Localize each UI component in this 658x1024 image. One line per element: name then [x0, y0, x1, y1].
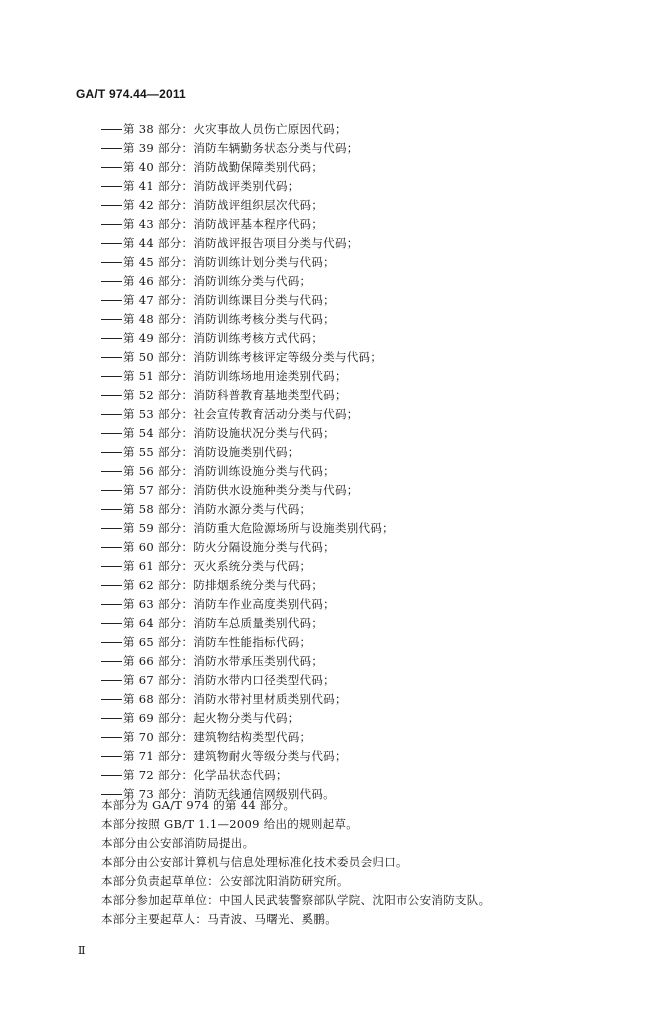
part-separator: ：: [181, 179, 194, 193]
part-separator: ：: [181, 217, 194, 231]
em-dash-marker: [101, 585, 122, 586]
part-separator: ：: [181, 730, 194, 744]
em-dash-marker: [101, 414, 122, 415]
em-dash-marker: [101, 452, 122, 453]
part-list-item: [101, 120, 394, 139]
part-label: 第 61 部分: [123, 559, 182, 573]
em-dash-marker: [101, 395, 122, 396]
em-dash-marker: [101, 737, 122, 738]
part-separator: ：: [181, 711, 194, 725]
part-title: 消防训练分类与代码；: [193, 274, 312, 288]
em-dash-marker: [101, 528, 122, 529]
part-separator: ：: [181, 787, 194, 801]
part-label: 第 63 部分: [123, 597, 182, 611]
part-separator: ：: [181, 578, 194, 592]
em-dash-marker: [101, 699, 122, 700]
part-list-item: [101, 652, 394, 671]
foreword-statement: 本部分为 GA/T 974 的第 44 部分。: [101, 798, 296, 812]
part-separator: ：: [181, 236, 194, 250]
foreword-statements: [101, 796, 490, 929]
foreword-statement: 本部分由公安部计算机与信息处理标准化技术委员会归口。: [101, 855, 408, 869]
part-label: 第 72 部分: [123, 768, 182, 782]
em-dash-marker: [101, 148, 122, 149]
part-list-item: [101, 329, 394, 348]
part-list-item: [101, 443, 394, 462]
part-list-item: [101, 253, 394, 272]
part-list-item: [101, 348, 394, 367]
part-title: 起火物分类与代码；: [193, 711, 300, 725]
part-list-item: [101, 215, 394, 234]
part-separator: ：: [181, 293, 194, 307]
part-title: 火灾事故人员伤亡原因代码；: [193, 122, 347, 136]
part-list-item: [101, 291, 394, 310]
part-label: 第 62 部分: [123, 578, 182, 592]
foreword-statement: 本部分由公安部消防局提出。: [101, 836, 255, 850]
foreword-statement: 本部分按照 GB/T 1.1—2009 给出的规则起草。: [101, 817, 359, 831]
part-list-item: [101, 386, 394, 405]
part-list-item: [101, 367, 394, 386]
em-dash-marker: [101, 129, 122, 130]
part-title: 消防水带承压类别代码；: [193, 654, 324, 668]
part-list-item: [101, 158, 394, 177]
part-title: 消防训练设施分类与代码；: [193, 464, 335, 478]
part-list-item: [101, 709, 394, 728]
part-title: 社会宣传教育活动分类与代码；: [193, 407, 359, 421]
em-dash-marker: [101, 262, 122, 263]
part-label: 第 43 部分: [123, 217, 182, 231]
part-title: 消防训练计划分类与代码；: [193, 255, 335, 269]
em-dash-marker: [101, 433, 122, 434]
part-list-item: [101, 576, 394, 595]
part-title: 化学品状态代码；: [193, 768, 288, 782]
part-separator: ：: [181, 521, 194, 535]
part-label: 第 54 部分: [123, 426, 182, 440]
part-separator: ：: [181, 540, 194, 554]
part-label: 第 52 部分: [123, 388, 182, 402]
part-title: 消防战勤保障类别代码；: [193, 160, 324, 174]
foreword-statement: 本部分主要起草人：马青波、马曙光、奚鹏。: [101, 912, 337, 926]
part-list-item: [101, 595, 394, 614]
part-title: 消防车性能指标代码；: [193, 635, 312, 649]
em-dash-marker: [101, 661, 122, 662]
em-dash-marker: [101, 718, 122, 719]
em-dash-marker: [101, 794, 122, 795]
part-label: 第 73 部分: [123, 787, 182, 801]
part-separator: ：: [181, 122, 194, 136]
em-dash-marker: [101, 623, 122, 624]
foreword-statement: 本部分参加起草单位：中国人民武装警察部队学院、沈阳市公安消防支队。: [101, 893, 491, 907]
part-separator: ：: [181, 616, 194, 630]
part-separator: ：: [181, 407, 194, 421]
part-title: 消防训练场地用途类别代码；: [193, 369, 347, 383]
part-label: 第 42 部分: [123, 198, 182, 212]
part-separator: ：: [181, 388, 194, 402]
part-label: 第 58 部分: [123, 502, 182, 516]
part-label: 第 44 部分: [123, 236, 182, 250]
part-separator: ：: [181, 464, 194, 478]
part-separator: ：: [181, 312, 194, 326]
part-label: 第 50 部分: [123, 350, 182, 364]
part-title: 消防训练考核评定等级分类与代码；: [193, 350, 383, 364]
part-title: 消防设施状况分类与代码；: [193, 426, 335, 440]
part-label: 第 64 部分: [123, 616, 182, 630]
part-title: 灭火系统分类与代码；: [193, 559, 312, 573]
em-dash-marker: [101, 509, 122, 510]
part-title: 消防水源分类与代码；: [193, 502, 312, 516]
part-label: 第 70 部分: [123, 730, 182, 744]
part-label: 第 59 部分: [123, 521, 182, 535]
em-dash-marker: [101, 756, 122, 757]
part-list-item: [101, 614, 394, 633]
part-title: 消防无线通信网级别代码。: [193, 787, 335, 801]
part-list-item: [101, 177, 394, 196]
part-label: 第 45 部分: [123, 255, 182, 269]
part-title: 防火分隔设施分类与代码；: [193, 540, 335, 554]
em-dash-marker: [101, 167, 122, 168]
part-separator: ：: [181, 445, 194, 459]
part-title: 消防战评组织层次代码；: [193, 198, 324, 212]
em-dash-marker: [101, 357, 122, 358]
part-label: 第 67 部分: [123, 673, 182, 687]
em-dash-marker: [101, 281, 122, 282]
foreword-statement: 本部分负责起草单位：公安部沈阳消防研究所。: [101, 874, 349, 888]
part-label: 第 39 部分: [123, 141, 182, 155]
em-dash-marker: [101, 604, 122, 605]
parts-list: [101, 120, 394, 804]
part-separator: ：: [181, 426, 194, 440]
part-title: 消防战评报告项目分类与代码；: [193, 236, 359, 250]
part-separator: ：: [181, 749, 194, 763]
part-title: 防排烟系统分类与代码；: [193, 578, 324, 592]
part-title: 建筑物结构类型代码；: [193, 730, 312, 744]
part-label: 第 49 部分: [123, 331, 182, 345]
em-dash-marker: [101, 300, 122, 301]
part-list-item: [101, 557, 394, 576]
part-title: 消防科普教育基地类型代码；: [193, 388, 347, 402]
part-label: 第 71 部分: [123, 749, 182, 763]
em-dash-marker: [101, 376, 122, 377]
em-dash-marker: [101, 319, 122, 320]
part-label: 第 41 部分: [123, 179, 182, 193]
em-dash-marker: [101, 775, 122, 776]
part-title: 消防供水设施种类分类与代码；: [193, 483, 359, 497]
part-separator: ：: [181, 597, 194, 611]
part-label: 第 38 部分: [123, 122, 182, 136]
part-label: 第 40 部分: [123, 160, 182, 174]
em-dash-marker: [101, 547, 122, 548]
em-dash-marker: [101, 680, 122, 681]
part-label: 第 47 部分: [123, 293, 182, 307]
part-separator: ：: [181, 141, 194, 155]
part-title: 消防设施类别代码；: [193, 445, 300, 459]
em-dash-marker: [101, 490, 122, 491]
part-list-item: [101, 747, 394, 766]
em-dash-marker: [101, 566, 122, 567]
part-title: 消防训练考核分类与代码；: [193, 312, 335, 326]
part-separator: ：: [181, 483, 194, 497]
part-label: 第 57 部分: [123, 483, 182, 497]
part-list-item: [101, 234, 394, 253]
part-list-item: [101, 671, 394, 690]
part-label: 第 51 部分: [123, 369, 182, 383]
part-separator: ：: [181, 331, 194, 345]
em-dash-marker: [101, 642, 122, 643]
part-separator: ：: [181, 654, 194, 668]
part-list-item: [101, 690, 394, 709]
standard-number-header: GA/T 974.44—2011: [76, 87, 186, 101]
part-title: 建筑物耐火等级分类与代码；: [193, 749, 347, 763]
part-title: 消防车总质量类别代码；: [193, 616, 324, 630]
part-list-item: [101, 728, 394, 747]
part-title: 消防重大危险源场所与设施类别代码；: [193, 521, 394, 535]
part-list-item: [101, 424, 394, 443]
em-dash-marker: [101, 471, 122, 472]
part-title: 消防车辆勤务状态分类与代码；: [193, 141, 359, 155]
page-number: Ⅱ: [78, 944, 86, 957]
em-dash-marker: [101, 224, 122, 225]
part-separator: ：: [181, 350, 194, 364]
part-list-item: [101, 500, 394, 519]
part-list-item: [101, 481, 394, 500]
part-label: 第 53 部分: [123, 407, 182, 421]
part-separator: ：: [181, 559, 194, 573]
part-list-item: [101, 196, 394, 215]
part-title: 消防水带内口径类型代码；: [193, 673, 335, 687]
part-list-item: [101, 633, 394, 652]
part-separator: ：: [181, 274, 194, 288]
part-separator: ：: [181, 198, 194, 212]
part-title: 消防水带衬里材质类别代码；: [193, 692, 347, 706]
part-label: 第 68 部分: [123, 692, 182, 706]
part-list-item: [101, 405, 394, 424]
part-title: 消防战评类别代码；: [193, 179, 300, 193]
part-label: 第 60 部分: [123, 540, 182, 554]
em-dash-marker: [101, 205, 122, 206]
part-separator: ：: [181, 768, 194, 782]
part-label: 第 55 部分: [123, 445, 182, 459]
part-label: 第 46 部分: [123, 274, 182, 288]
part-list-item: [101, 538, 394, 557]
part-title: 消防训练考核方式代码；: [193, 331, 324, 345]
part-separator: ：: [181, 255, 194, 269]
part-separator: ：: [181, 692, 194, 706]
part-title: 消防战评基本程序代码；: [193, 217, 324, 231]
part-label: 第 65 部分: [123, 635, 182, 649]
part-list-item: [101, 272, 394, 291]
part-label: 第 56 部分: [123, 464, 182, 478]
part-separator: ：: [181, 369, 194, 383]
part-list-item: [101, 519, 394, 538]
part-separator: ：: [181, 502, 194, 516]
em-dash-marker: [101, 186, 122, 187]
part-list-item: [101, 766, 394, 785]
part-title: 消防车作业高度类别代码；: [193, 597, 335, 611]
part-list-item: [101, 310, 394, 329]
part-separator: ：: [181, 160, 194, 174]
part-separator: ：: [181, 635, 194, 649]
part-label: 第 48 部分: [123, 312, 182, 326]
part-separator: ：: [181, 673, 194, 687]
part-label: 第 69 部分: [123, 711, 182, 725]
em-dash-marker: [101, 338, 122, 339]
part-label: 第 66 部分: [123, 654, 182, 668]
part-list-item: [101, 462, 394, 481]
part-list-item: [101, 139, 394, 158]
em-dash-marker: [101, 243, 122, 244]
part-title: 消防训练课目分类与代码；: [193, 293, 335, 307]
